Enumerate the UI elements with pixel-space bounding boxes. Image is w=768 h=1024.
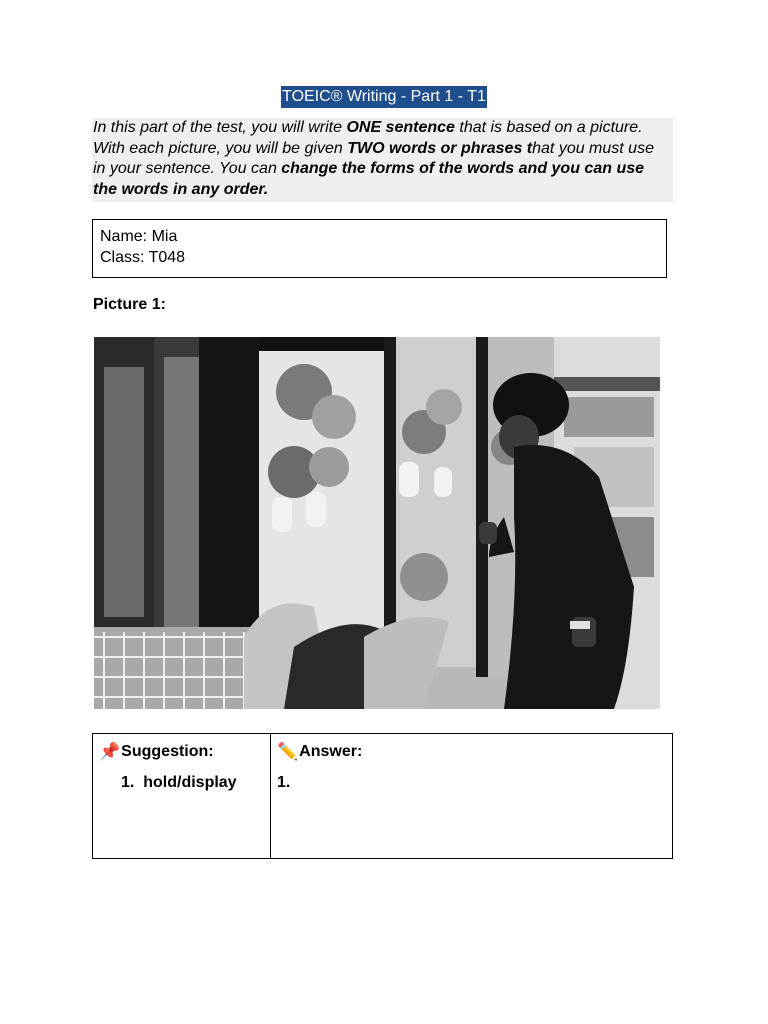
picture-1-photo bbox=[94, 337, 660, 709]
page-title bbox=[0, 86, 768, 110]
page-title-text: TOEIC® Writing - Part 1 - T1 bbox=[281, 86, 487, 108]
suggestion-label: Suggestion: bbox=[121, 743, 214, 760]
student-name: Name: Mia bbox=[100, 228, 178, 245]
instructions-bold-1: ONE sentence bbox=[346, 119, 455, 136]
instructions-text-2: that is based on a picture. With each picture, you will be given bbox=[93, 119, 643, 157]
suggestion-words: hold/display bbox=[143, 774, 237, 791]
photo-woman-at-flower-fridge bbox=[94, 337, 660, 709]
instructions-text-1: In this part of the test, you will write bbox=[93, 119, 347, 136]
instructions bbox=[92, 118, 673, 202]
answer-cell[interactable] bbox=[271, 734, 673, 859]
picture-label: Picture 1: bbox=[93, 296, 166, 313]
suggestion-header bbox=[99, 742, 264, 762]
instructions-text-3: hat you must use in your sentence. You can bbox=[93, 139, 654, 177]
student-info-box bbox=[92, 219, 667, 278]
answer-item[interactable]: 1. bbox=[277, 774, 291, 791]
answer-label: Answer: bbox=[299, 743, 363, 760]
student-class: Class: T048 bbox=[100, 249, 186, 266]
suggestion-item bbox=[121, 774, 264, 792]
instructions-bold-2: TWO words or phrases t bbox=[347, 139, 533, 157]
answer-header bbox=[277, 742, 666, 762]
pencil-icon: ✏️ bbox=[277, 742, 299, 761]
pushpin-icon: 📌 bbox=[99, 742, 121, 761]
suggestion-number: 1. bbox=[121, 774, 135, 791]
suggestion-cell bbox=[93, 734, 271, 859]
task-table bbox=[92, 733, 673, 859]
instructions-bold-3: change the forms of the words and you can use the words in any order. bbox=[93, 160, 645, 198]
